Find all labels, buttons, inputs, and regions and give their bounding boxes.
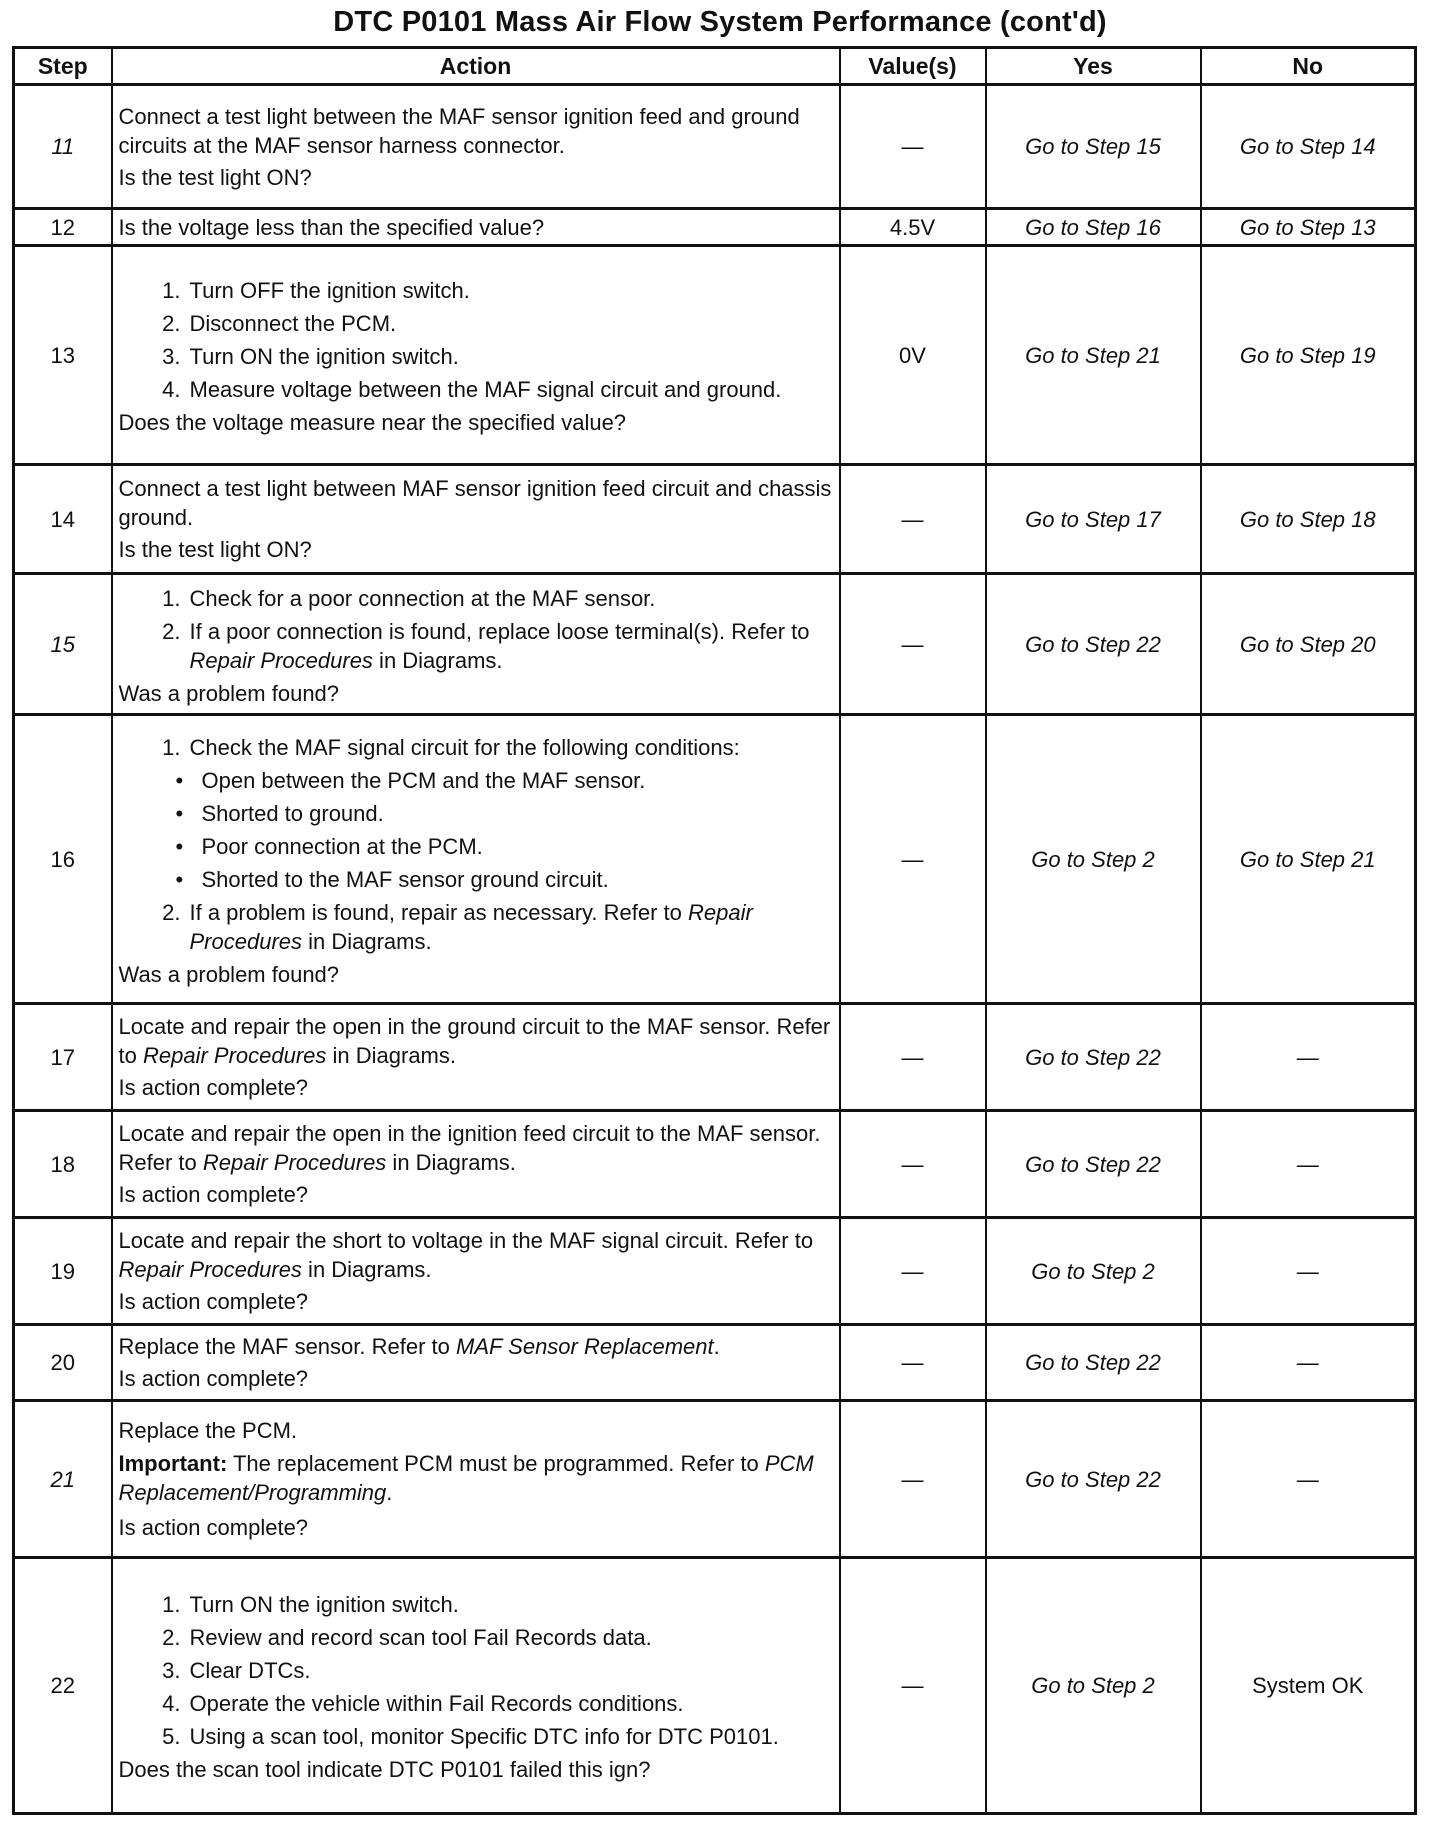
no-cell: Go to Step 18 (1201, 465, 1416, 574)
value-cell: — (840, 715, 986, 1004)
yes-cell: Go to Step 21 (986, 246, 1201, 465)
item-text: Check the MAF signal circuit for the following conditions: (189, 734, 740, 760)
value-cell: — (840, 1004, 986, 1111)
step-number: 12 (14, 209, 112, 246)
repair-procedures-ref: Repair Procedures (142, 1043, 327, 1068)
action-text (119, 1119, 833, 1177)
pcm-programming-ref: PCM Replacement/Programming (118, 1451, 814, 1505)
item-number: 1. (162, 734, 181, 760)
action-cell (112, 715, 840, 1004)
table-row-step-11 (14, 85, 1416, 209)
item-text: Clear DTCs. (189, 1658, 311, 1683)
repair-procedures-ref: Repair Procedures (202, 1150, 387, 1175)
step-number: 11 (14, 85, 112, 209)
item-number: 5. (162, 1724, 181, 1749)
item-text: Turn ON the ignition switch. (189, 1592, 459, 1617)
step-number: 14 (14, 465, 112, 574)
table-row-step-16 (14, 715, 1416, 1004)
action-text-tail: in Diagrams. (326, 1043, 456, 1068)
action-question: Is action complete? (118, 1515, 309, 1540)
bullet-text: Poor connection at the PCM. (201, 833, 483, 859)
item-text (190, 898, 833, 956)
action-text (119, 1332, 833, 1361)
important-note (119, 1449, 833, 1507)
yes-cell: Go to Step 2 (986, 1558, 1201, 1814)
action-cell (112, 574, 840, 715)
list-item (145, 276, 833, 305)
list-item (164, 799, 833, 828)
bullet-icon: • (175, 767, 184, 793)
step-number: 20 (14, 1325, 112, 1401)
item-text: Operate the vehicle within Fail Records conditions. (189, 1691, 684, 1716)
item-text (190, 617, 833, 675)
header-yes: Yes (986, 48, 1201, 85)
item-text: Review and record scan tool Fail Records data. (189, 1625, 652, 1650)
important-text: The replacement PCM must be programmed. Refer to (227, 1451, 765, 1476)
action-text-lead: Locate and repair the open in the ignition feed circuit to the MAF sensor. Refer to (118, 1121, 821, 1175)
item-text-lead: If a problem is found, repair as necessary. Refer to (189, 899, 688, 925)
no-cell: — (1201, 1004, 1416, 1111)
item-number: 2. (162, 311, 181, 336)
no-cell: — (1201, 1325, 1416, 1401)
step-number: 15 (14, 574, 112, 715)
action-text: Replace the PCM. (118, 1418, 298, 1443)
list-item (145, 309, 833, 338)
step-number: 19 (14, 1218, 112, 1325)
no-cell: Go to Step 14 (1201, 85, 1416, 209)
value-cell: 4.5V (840, 209, 986, 246)
value-cell: — (840, 1401, 986, 1558)
list-item (145, 898, 833, 956)
action-text-lead: Locate and repair the open in the ground circuit to the MAF sensor. Refer to (118, 1014, 831, 1068)
bullet-text: Open between the PCM and the MAF sensor. (201, 767, 646, 793)
no-cell: — (1201, 1401, 1416, 1558)
item-number: 1. (162, 1592, 181, 1617)
action-cell (112, 1401, 840, 1558)
step-number: 17 (14, 1004, 112, 1111)
value-cell: 0V (840, 246, 986, 465)
value-cell: — (840, 1558, 986, 1814)
yes-cell: Go to Step 22 (986, 1111, 1201, 1218)
list-item (164, 766, 833, 795)
table-row-step-19 (14, 1218, 1416, 1325)
no-cell: — (1201, 1111, 1416, 1218)
no-cell: Go to Step 20 (1201, 574, 1416, 715)
numbered-list (119, 584, 833, 675)
bullet-icon: • (175, 800, 184, 826)
action-cell (112, 1218, 840, 1325)
action-text: Connect a test light between MAF sensor ignition feed circuit and chassis ground. (118, 476, 832, 530)
value-cell: — (840, 465, 986, 574)
action-question: Was a problem found? (118, 961, 340, 987)
list-item (145, 733, 833, 762)
action-cell (112, 85, 840, 209)
item-number: 4. (162, 377, 181, 402)
action-question: Does the scan tool indicate DTC P0101 failed this ign? (118, 1757, 651, 1782)
page-title: DTC P0101 Mass Air Flow System Performance (cont'd) (333, 6, 1107, 38)
item-number: 1. (162, 278, 181, 303)
item-number: 2. (162, 618, 181, 644)
action-question: Is action complete? (118, 1289, 309, 1314)
header-no: No (1201, 48, 1416, 85)
value-cell: — (840, 1111, 986, 1218)
no-cell: System OK (1201, 1558, 1416, 1814)
header-action: Action (112, 48, 840, 85)
yes-cell: Go to Step 22 (986, 1325, 1201, 1401)
yes-cell: Go to Step 16 (986, 209, 1201, 246)
action-cell (112, 1558, 840, 1814)
step-number: 13 (14, 246, 112, 465)
header-step: Step (14, 48, 112, 85)
action-question: Does the voltage measure near the specified value? (118, 410, 627, 435)
repair-procedures-ref: Repair Procedures (118, 1257, 302, 1282)
numbered-list (119, 276, 833, 404)
table-row-step-15 (14, 574, 1416, 715)
action-cell (112, 246, 840, 465)
item-text-tail: in Diagrams. (302, 928, 432, 954)
item-text: Using a scan tool, monitor Specific DTC info for DTC P0101. (189, 1724, 779, 1749)
step-number: 16 (14, 715, 112, 1004)
table-row-step-14 (14, 465, 1416, 574)
action-cell (112, 1004, 840, 1111)
yes-cell: Go to Step 22 (986, 574, 1201, 715)
item-text: Measure voltage between the MAF signal circuit and ground. (189, 377, 782, 402)
action-question: Is action complete? (118, 1366, 309, 1391)
no-cell: Go to Step 19 (1201, 246, 1416, 465)
list-item (145, 1623, 833, 1652)
table-row-step-18 (14, 1111, 1416, 1218)
action-question: Is action complete? (118, 1075, 309, 1100)
item-text: Check for a poor connection at the MAF sensor. (189, 585, 656, 611)
action-question: Is the test light ON? (118, 537, 312, 562)
table-row-step-12 (14, 209, 1416, 246)
diagnostic-table (12, 46, 1417, 1815)
yes-cell: Go to Step 2 (986, 715, 1201, 1004)
list-item (145, 375, 833, 404)
action-question: Was a problem found? (118, 680, 340, 706)
value-cell: — (840, 574, 986, 715)
bullet-text: Shorted to ground. (201, 800, 384, 826)
yes-cell: Go to Step 22 (986, 1004, 1201, 1111)
item-text-tail: in Diagrams. (372, 647, 503, 673)
list-item (164, 865, 833, 894)
table-row-step-20 (14, 1325, 1416, 1401)
step-number: 21 (14, 1401, 112, 1558)
action-cell (112, 1325, 840, 1401)
yes-cell: Go to Step 22 (986, 1401, 1201, 1558)
list-item (145, 1689, 833, 1718)
important-label: Important: (118, 1451, 228, 1476)
item-text: Turn ON the ignition switch. (189, 344, 459, 369)
step-number: 22 (14, 1558, 112, 1814)
list-item (164, 832, 833, 861)
numbered-list (119, 1590, 833, 1751)
step-number: 18 (14, 1111, 112, 1218)
numbered-list (119, 733, 833, 762)
item-number: 4. (162, 1691, 181, 1716)
action-cell (112, 1111, 840, 1218)
bullet-icon: • (175, 833, 184, 859)
list-item (145, 584, 833, 613)
action-cell (112, 209, 840, 246)
action-text: Connect a test light between the MAF sensor ignition feed and ground circuits at the MAF sensor harness connector. (118, 103, 800, 158)
value-cell: — (840, 85, 986, 209)
item-number: 2. (162, 1625, 181, 1650)
list-item (145, 1590, 833, 1619)
maf-sensor-replacement-ref: MAF Sensor Replacement (456, 1334, 714, 1359)
list-item (145, 617, 833, 675)
action-text-tail: in Diagrams. (301, 1257, 432, 1282)
table-row-step-13 (14, 246, 1416, 465)
table-row-step-21 (14, 1401, 1416, 1558)
yes-cell: Go to Step 2 (986, 1218, 1201, 1325)
yes-cell: Go to Step 15 (986, 85, 1201, 209)
numbered-list (119, 898, 833, 956)
action-text (119, 1226, 833, 1284)
value-cell: — (840, 1218, 986, 1325)
list-item (145, 342, 833, 371)
action-question: Is action complete? (118, 1182, 309, 1207)
table-row-step-17 (14, 1004, 1416, 1111)
item-number: 1. (162, 585, 181, 611)
list-item (145, 1656, 833, 1685)
repair-procedures-ref: Repair Procedures (189, 647, 373, 673)
important-text-tail: . (386, 1480, 393, 1505)
no-cell: Go to Step 13 (1201, 209, 1416, 246)
item-text: Turn OFF the ignition switch. (189, 278, 470, 303)
action-text-lead: Replace the MAF sensor. Refer to (118, 1334, 456, 1359)
item-text: Disconnect the PCM. (189, 311, 397, 336)
item-number: 2. (162, 899, 181, 925)
item-number: 3. (162, 344, 181, 369)
value-cell: — (840, 1325, 986, 1401)
header-value: Value(s) (840, 48, 986, 85)
action-text-lead: Locate and repair the short to voltage in the MAF signal circuit. Refer to (118, 1228, 814, 1253)
yes-cell: Go to Step 17 (986, 465, 1201, 574)
bullet-text: Shorted to the MAF sensor ground circuit. (201, 866, 609, 892)
action-text-tail: in Diagrams. (386, 1150, 516, 1175)
repair-procedures-ref: Repair Procedures (189, 899, 753, 954)
no-cell: — (1201, 1218, 1416, 1325)
action-question: Is the test light ON? (118, 164, 312, 190)
item-number: 3. (162, 1658, 181, 1683)
action-cell (112, 465, 840, 574)
no-cell: Go to Step 21 (1201, 715, 1416, 1004)
bullet-icon: • (175, 866, 184, 892)
list-item (145, 1722, 833, 1751)
action-question: Is the voltage less than the specified value? (118, 214, 545, 240)
header-row (14, 48, 1416, 85)
bullet-list (119, 766, 833, 894)
table-row-step-22 (14, 1558, 1416, 1814)
action-text (119, 1012, 833, 1070)
action-text-tail: . (713, 1334, 720, 1359)
item-text-lead: If a poor connection is found, replace loose terminal(s). Refer to (189, 618, 810, 644)
